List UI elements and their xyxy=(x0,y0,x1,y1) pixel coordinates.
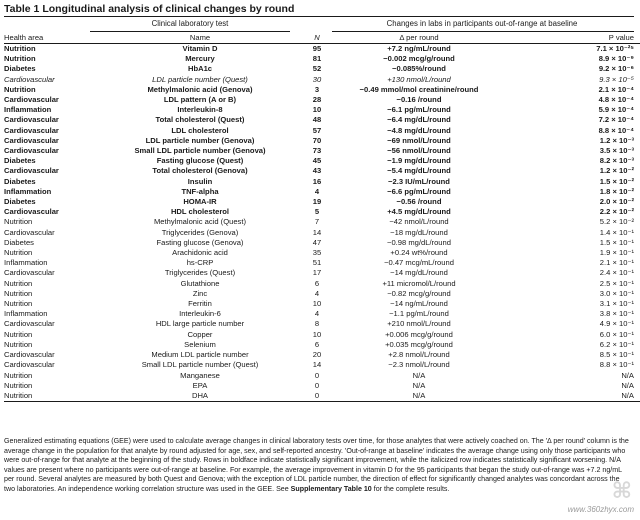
cell-health-area: Nutrition xyxy=(4,370,33,380)
cell-delta: −1.9 mg/dL/round xyxy=(387,156,451,166)
cell-n: 47 xyxy=(312,237,322,247)
table-row xyxy=(4,228,640,238)
cell-p-value: N/A xyxy=(621,370,634,380)
group-header-clinical-test: Clinical laboratory test xyxy=(151,19,229,28)
cell-p-value: 1.2 × 10⁻² xyxy=(599,166,634,176)
results-table xyxy=(4,32,640,402)
cell-n: 81 xyxy=(312,54,322,64)
cell-n: 8 xyxy=(314,319,320,329)
cell-name: LDL pattern (A or B) xyxy=(163,95,237,105)
cell-delta: −0.47 mcg/mL/round xyxy=(384,258,454,268)
cell-delta: N/A xyxy=(334,391,504,402)
cell-delta: −0.085%/round xyxy=(392,64,446,74)
cell-health-area: Nutrition xyxy=(4,339,33,349)
cell-delta: +0.006 mcg/g/round xyxy=(385,329,453,339)
cell-delta: +130 nmol/L/round xyxy=(387,74,451,84)
table-row xyxy=(4,268,640,278)
cell-n: 30 xyxy=(312,74,322,84)
cell-health-area: Cardiovascular xyxy=(4,95,59,105)
cell-name: TNF-alpha xyxy=(181,186,219,196)
cell-n: 14 xyxy=(312,227,322,237)
cell-name: Vitamin D xyxy=(182,44,218,53)
cell-name: Selenium xyxy=(184,339,216,349)
cell-n: 19 xyxy=(312,197,322,207)
cell-name: Insulin xyxy=(187,176,213,186)
cell-n: 10 xyxy=(312,329,322,339)
cell-name: Zinc xyxy=(192,288,208,298)
cell-name: LDL cholesterol xyxy=(171,125,229,135)
cell-p-value: 1.5 × 10⁻² xyxy=(599,176,634,186)
table-row xyxy=(4,217,640,227)
cell-n: 4 xyxy=(314,288,320,298)
cell-n: 52 xyxy=(312,64,322,74)
cell-name: Manganese xyxy=(180,370,220,380)
cell-n: 10 xyxy=(312,105,322,115)
cell-health-area: Nutrition xyxy=(4,217,33,227)
cell-p-value: 1.5 × 10⁻¹ xyxy=(599,237,634,247)
table-row xyxy=(4,238,640,248)
cell-name: hs-CRP xyxy=(186,258,214,268)
cell-health-area: Cardiovascular xyxy=(4,227,55,237)
table-row xyxy=(4,350,640,360)
table-row xyxy=(4,381,640,391)
cell-n: 3 xyxy=(314,84,320,94)
cell-name: Total cholesterol (Genova) xyxy=(152,166,248,176)
cell-p-value: 2.2 × 10⁻² xyxy=(599,207,634,217)
cell-name: EPA xyxy=(192,380,208,390)
cell-name: Triglycerides (Genova) xyxy=(161,227,239,237)
cell-p-value: 6.2 × 10⁻¹ xyxy=(599,339,634,349)
table-row xyxy=(4,85,640,95)
cell-delta: −0.98 mg/dL/round xyxy=(387,237,451,247)
cell-p-value: 7.2 × 10⁻⁴ xyxy=(598,115,634,125)
cell-n: 51 xyxy=(312,258,322,268)
cell-name: Interleukin-8 xyxy=(177,105,223,115)
cell-name: Triglycerides (Quest) xyxy=(164,268,236,278)
cell-name: Glutathione xyxy=(180,278,220,288)
cell-delta: −6.1 pg/mL/round xyxy=(387,105,451,115)
table-row xyxy=(4,391,640,402)
cell-delta: −2.3 nmol/L/round xyxy=(388,360,450,370)
title-rule xyxy=(4,16,634,17)
cell-p-value: 3.5 × 10⁻³ xyxy=(599,146,634,156)
cell-p-value: 9.2 × 10⁻⁶ xyxy=(598,64,634,74)
cell-health-area: Diabetes xyxy=(4,64,36,74)
table-row xyxy=(4,115,640,125)
cell-health-area: Nutrition xyxy=(4,299,33,309)
col-delta: Δ per round xyxy=(334,32,504,44)
cell-delta: −0.49 mmol/mol creatinine/round xyxy=(359,84,479,94)
cell-p-value: 2.1 × 10⁻¹ xyxy=(599,258,634,268)
cell-p-value: 9.3 × 10⁻⁵ xyxy=(599,74,634,84)
cell-health-area: Cardiovascular xyxy=(4,207,59,217)
cell-health-area: Inflammation xyxy=(4,258,48,268)
cell-n: 45 xyxy=(312,156,322,166)
cell-p-value: 5.9 × 10⁻⁴ xyxy=(598,105,634,115)
cell-name: Fasting glucose (Genova) xyxy=(156,237,244,247)
cell-delta: +7.2 ng/mL/round xyxy=(387,44,451,53)
table-row xyxy=(4,289,640,299)
cell-delta: −2.3 IU/mL/round xyxy=(388,176,450,186)
cell-health-area: Cardiovascular xyxy=(4,74,55,84)
group-header-changes: Changes in labs in participants out-of-range at baseline xyxy=(386,19,578,28)
cell-name: Ferritin xyxy=(188,299,212,309)
cell-p-value: 1.8 × 10⁻² xyxy=(599,186,634,196)
cell-delta: N/A xyxy=(412,370,426,380)
cell-n: 57 xyxy=(312,125,322,135)
cell-p-value: 4.8 × 10⁻⁴ xyxy=(598,95,634,105)
cell-name: LDL particle number (Quest) xyxy=(152,74,248,84)
cell-health-area: Nutrition xyxy=(4,44,36,53)
cell-n: 0 xyxy=(314,380,320,390)
cell-health-area: Diabetes xyxy=(4,176,36,186)
cell-health-area: Diabetes xyxy=(4,237,34,247)
cell-p-value: 5.2 × 10⁻² xyxy=(599,217,634,227)
table-row xyxy=(4,126,640,136)
cell-health-area: Inflammation xyxy=(4,105,52,115)
cell-delta: +0.035 mcg/g/round xyxy=(385,339,453,349)
cell-p-value: N/A xyxy=(504,391,640,402)
cell-n: 70 xyxy=(312,135,322,145)
table-row xyxy=(4,187,640,197)
cell-delta: −0.56 /round xyxy=(396,197,442,207)
cell-name: DHA xyxy=(100,391,300,402)
table-row xyxy=(4,330,640,340)
cell-n: 5 xyxy=(314,207,320,217)
cell-n: 0 xyxy=(314,370,320,380)
cell-p-value: 4.9 × 10⁻¹ xyxy=(599,319,634,329)
cell-n: 43 xyxy=(312,166,322,176)
cell-name: Copper xyxy=(187,329,213,339)
cell-n: 7 xyxy=(314,217,320,227)
cell-n: 0 xyxy=(300,391,334,402)
table-row xyxy=(4,136,640,146)
cell-delta: −1.1 pg/mL/round xyxy=(389,309,449,319)
col-health-area: Health area xyxy=(4,32,100,44)
table-row xyxy=(4,299,640,309)
cell-n: 28 xyxy=(312,95,322,105)
cell-health-area: Nutrition xyxy=(4,54,36,64)
cell-health-area: Inflammation xyxy=(4,309,48,319)
cell-health-area: Nutrition xyxy=(4,278,33,288)
table-row xyxy=(4,54,640,64)
footnote-text: Generalized estimating equations (GEE) were used to calculate average changes in clinical laboratory tests over time, for those analytes that were actively coached on. The 'Δ per round' column is the average change in the population for that analyte by round adjusted for age, sex, and self-reported ancestry. 'Out-of-range at baseline' indicates the average change using only those participants who were out-of-range for that analyte at the beginning of the study. Rows in boldface indicate statistically significant improvement, while the italicized row indicates statistically significant worsening. N/A values are present where no participants were out-of-range at baseline. For example, the average improvement in vitamin D for the 95 participants that began the study out-of-range was +7.2 ng/mL per round. Several analytes are measured by both Quest and Genova; with the exception of LDL particle number, the direction of effect for significantly changed analytes was concordant across the two laboratories. An independence working correlation structure was used in the GEE. See xyxy=(4,437,629,493)
cell-delta: −69 nmol/L/round xyxy=(387,135,451,145)
cell-p-value: 8.9 × 10⁻⁹ xyxy=(598,54,634,64)
cell-health-area: Nutrition xyxy=(4,248,33,258)
table-title: Table 1 Longitudinal analysis of clinical changes by round xyxy=(4,3,295,15)
cell-health-area: Cardiovascular xyxy=(4,125,59,135)
cell-delta: −5.4 mg/dL/round xyxy=(387,166,451,176)
cell-health-area: Nutrition xyxy=(4,84,36,94)
cell-delta: −4.8 mg/dL/round xyxy=(387,125,451,135)
cell-p-value: 8.2 × 10⁻³ xyxy=(599,156,634,166)
cell-p-value: 2.5 × 10⁻¹ xyxy=(599,278,634,288)
cell-name: Fasting glucose (Quest) xyxy=(156,156,244,166)
cell-p-value: 3.8 × 10⁻¹ xyxy=(599,309,634,319)
cell-delta: −14 ng/mL/round xyxy=(390,299,448,309)
cell-delta: +2.8 nmol/L/round xyxy=(388,350,450,360)
cell-name: Interleukin-6 xyxy=(179,309,221,319)
cell-health-area: Nutrition xyxy=(4,380,33,390)
cell-n: 48 xyxy=(312,115,322,125)
cell-p-value: 7.1 × 10⁻²⁵ xyxy=(596,44,634,53)
table-row xyxy=(4,197,640,207)
table-body xyxy=(4,44,640,402)
cell-p-value: N/A xyxy=(621,380,634,390)
cell-n: 16 xyxy=(312,176,322,186)
table-row xyxy=(4,319,640,329)
table-row xyxy=(4,360,640,370)
cell-p-value: 2.0 × 10⁻² xyxy=(599,197,634,207)
cell-health-area: Nutrition xyxy=(4,329,33,339)
cell-name: Methylmalonic acid (Genova) xyxy=(147,84,253,94)
cell-delta: +210 nmol/L/round xyxy=(387,319,451,329)
table-row xyxy=(4,156,640,166)
cell-p-value: 8.8 × 10⁻⁴ xyxy=(598,125,634,135)
cell-health-area: Nutrition xyxy=(4,288,33,298)
cell-p-value: 2.1 × 10⁻⁴ xyxy=(598,84,634,94)
cell-health-area: Diabetes xyxy=(4,156,36,166)
cell-delta: −0.82 mcg/g/round xyxy=(387,288,451,298)
cell-delta: +0.24 wt%/round xyxy=(390,248,448,258)
table-row xyxy=(4,177,640,187)
cell-health-area: Cardiovascular xyxy=(4,146,59,156)
cell-delta: +11 micromol/L/round xyxy=(382,278,456,288)
cell-delta: −6.6 pg/mL/round xyxy=(387,186,451,196)
cell-delta: −0.002 mcg/g/round xyxy=(383,54,455,64)
table-row xyxy=(4,309,640,319)
table-row xyxy=(4,166,640,176)
col-p-value: P value xyxy=(504,32,640,44)
cell-name: Small LDL particle number (Quest) xyxy=(141,360,259,370)
cell-delta: −6.4 mg/dL/round xyxy=(387,115,451,125)
cell-p-value: 3.0 × 10⁻¹ xyxy=(599,288,634,298)
cell-delta: −56 nmol/L/round xyxy=(387,146,451,156)
cell-name: LDL particle number (Genova) xyxy=(145,135,255,145)
watermark-text: www.360zhyx.com xyxy=(567,505,634,514)
cell-p-value: 3.1 × 10⁻¹ xyxy=(599,299,634,309)
cell-p-value: 8.8 × 10⁻¹ xyxy=(599,360,634,370)
cell-n: 4 xyxy=(314,309,320,319)
table-row xyxy=(4,258,640,268)
cell-delta: N/A xyxy=(412,380,426,390)
cell-p-value: 1.9 × 10⁻¹ xyxy=(599,248,634,258)
cell-n: 20 xyxy=(312,350,322,360)
table-row xyxy=(4,371,640,381)
table-row xyxy=(4,105,640,115)
table-row xyxy=(4,207,640,217)
cell-delta: +4.5 mg/dL/round xyxy=(387,207,451,217)
cell-name: Mercury xyxy=(185,54,215,64)
cell-n: 14 xyxy=(312,360,322,370)
cell-n: 4 xyxy=(314,186,320,196)
cell-name: Total cholesterol (Quest) xyxy=(155,115,245,125)
table-row xyxy=(4,44,640,55)
table-row xyxy=(4,279,640,289)
cell-health-area: Cardiovascular xyxy=(4,115,59,125)
cell-health-area: Cardiovascular xyxy=(4,268,55,278)
cell-health-area: Nutrition xyxy=(4,391,100,402)
cell-name: Methylmalonic acid (Quest) xyxy=(153,217,246,227)
cell-health-area: Cardiovascular xyxy=(4,319,55,329)
cell-delta: −18 mg/dL/round xyxy=(390,227,448,237)
cell-health-area: Cardiovascular xyxy=(4,360,55,370)
cell-health-area: Cardiovascular xyxy=(4,135,59,145)
cell-name: HDL cholesterol xyxy=(170,207,230,217)
footnote-tail: for the complete results. xyxy=(371,484,450,493)
cell-n: 95 xyxy=(312,44,322,53)
col-name: Name xyxy=(100,32,300,44)
table-footnote xyxy=(4,437,632,495)
col-n: N xyxy=(300,32,334,44)
table-row xyxy=(4,75,640,85)
cell-name: Medium LDL particle number xyxy=(151,350,249,360)
cell-n: 73 xyxy=(312,146,322,156)
cell-name: Small LDL particle number (Genova) xyxy=(134,146,266,156)
cell-health-area: Cardiovascular xyxy=(4,166,59,176)
cell-health-area: Diabetes xyxy=(4,197,36,207)
cell-p-value: 6.0 × 10⁻¹ xyxy=(599,329,634,339)
cell-health-area: Cardiovascular xyxy=(4,350,55,360)
cell-n: 6 xyxy=(314,339,320,349)
cell-n: 10 xyxy=(312,299,322,309)
cell-p-value: 8.5 × 10⁻¹ xyxy=(599,350,634,360)
cell-p-value: 1.2 × 10⁻³ xyxy=(599,135,634,145)
cell-health-area: Inflammation xyxy=(4,186,52,196)
table-row xyxy=(4,64,640,74)
cell-name: Arachidonic acid xyxy=(172,248,228,258)
header-row xyxy=(4,32,640,44)
cell-p-value: 2.4 × 10⁻¹ xyxy=(599,268,634,278)
cell-delta: −0.16 /round xyxy=(396,95,442,105)
cell-p-value: 1.4 × 10⁻¹ xyxy=(599,227,634,237)
cell-name: HOMA-IR xyxy=(183,197,217,207)
table-row xyxy=(4,248,640,258)
cell-delta: −42 nmol/L/round xyxy=(389,217,449,227)
supplementary-link[interactable]: Supplementary Table 10 xyxy=(290,484,372,493)
cell-n: 35 xyxy=(312,248,322,258)
cell-name: HDL large particle number xyxy=(155,319,245,329)
cell-n: 17 xyxy=(312,268,322,278)
cell-name: HbA1c xyxy=(187,64,213,74)
table-row xyxy=(4,146,640,156)
table-row xyxy=(4,95,640,105)
table-row xyxy=(4,340,640,350)
cell-n: 6 xyxy=(314,278,320,288)
watermark-logo: ⌘ xyxy=(611,478,632,503)
cell-delta: −14 mg/dL/round xyxy=(390,268,448,278)
